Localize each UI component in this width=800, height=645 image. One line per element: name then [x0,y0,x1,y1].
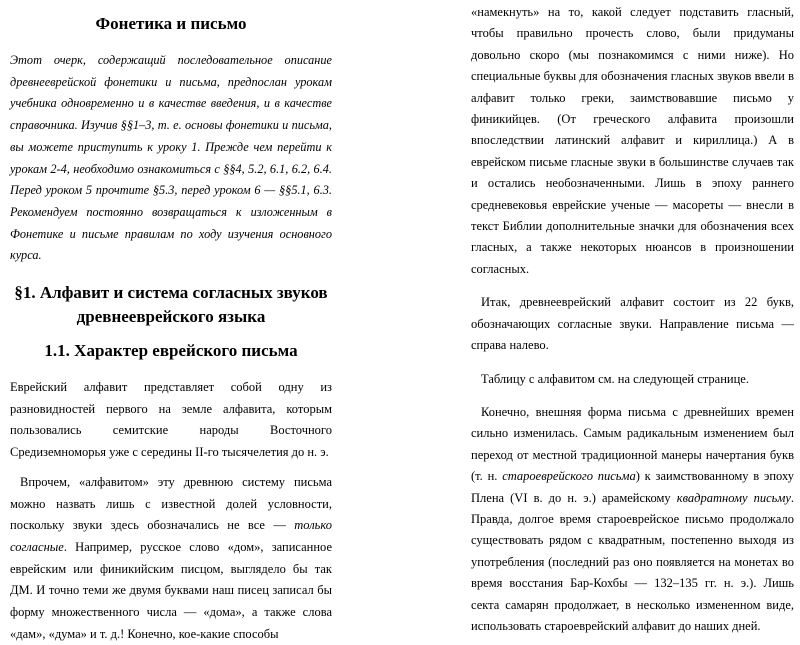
left-page [0,0,400,641]
italic-term: квадратному письму [676,490,791,505]
paragraph-alphabet-origin: Еврейский алфавит представляет собой одну из разновидностей первого на земле алфавита, которым пользовались семитские народы Восточного Средиземноморья уже с середины II-го тысячелетия до н. э. [10,380,332,460]
text-span: Впрочем, «алфавитом» эту древнюю систему письма можно назвать лишь с известной долей условности, поскольку звуки здесь обозначались не все — [10,474,332,533]
paragraph-alphabet-summary: Итак, древнееврейский алфавит состоит из 22 букв, обозначающих согласные звуки. Направление письма — справа налево. [471,295,794,353]
intro-paragraph: Этот очерк, содержащий последовательное описание древнееврейской фонетики и письма, предпослан урокам учебника одновременно и в качестве введения, и в качестве справочника. Изучив §§1–3, т. е. основы фонетики и письма, вы можете приступить к уроку 1. Прежде чем перейти к урокам 2-4, необходимо ознакомиться с §§4, 5.2, 6.1, 6.2, 6.4. Перед уроком 5 прочтите §5.3, перед уроком 6 — §§5.1, 6.3. Рекомендуем постоянно возвращаться к изложенным в Фонетике и письме правилам по ходу изучения основного курса. [10,53,332,263]
paragraph-consonants-only [10,472,332,645]
italic-term: только согласные [10,518,332,554]
subsection-heading: 1.1. Характер еврейского письма [44,341,298,361]
section-heading: §1. Алфавит и система согласных звуков древнееврейского языка [14,283,328,327]
text-span: . Правда, долгое время староеврейское письмо продолжало существовать рядом с квадратным, постепенно выходя из употребления (последний раз оно появляется на монетах во время восстания Бар-Кохбы — 132–135 гг. н. э.). Лишь секта самарян продолжает, в несколько измененном виде, использовать староеврейский алфавит до наших дней. [471,490,794,633]
right-page [471,0,800,633]
text-span: ) к заимствованному в эпоху Плена (VI в. до н. э.) арамейскому [471,469,795,505]
paragraph-vowel-marks: «намекнуть» на то, какой следует подставить гласный, чтобы правильно прочесть слово, были придуманы довольно скоро (мы познакомимся с ними ниже). Но специальные буквы для обозначения гласных звуков ввели в алфавит только греки, заимствовавшие письмо у финикийцев. (От греческого алфавита произошли впоследствии латинский алфавит и кириллица.) А в еврейском письме гласные звуки в большинстве случаев так и остались необозначенными. Лишь в эпоху раннего средневековья еврейские ученые — масореты — внесли в текст Библии дополнительные значки для обозначения всех гласных, а также некоторых нюансов в произношении согласных. [471,5,794,276]
paragraph-script-history [471,402,794,637]
text-span: . Например, русское слово «дом», записанное еврейским или финикийским писцом, выглядело бы так ДМ. И точно теми же двумя буквами наш писец записал бы форму множественного числа — «дома», а также слова «дам», «дума» и т. д.! Конечно, кое-какие способы [10,539,332,641]
italic-term: староеврейского письма [502,469,636,484]
paragraph-table-reference: Таблицу с алфавитом см. на следующей странице. [481,371,749,386]
text-span: Конечно, внешняя форма письма с древнейших времен сильно изменилась. Самым радикальным изменением был переход от местной традиционной манеры начертания букв (т. н. [471,404,794,484]
page-title: Фонетика и письмо [95,14,247,33]
